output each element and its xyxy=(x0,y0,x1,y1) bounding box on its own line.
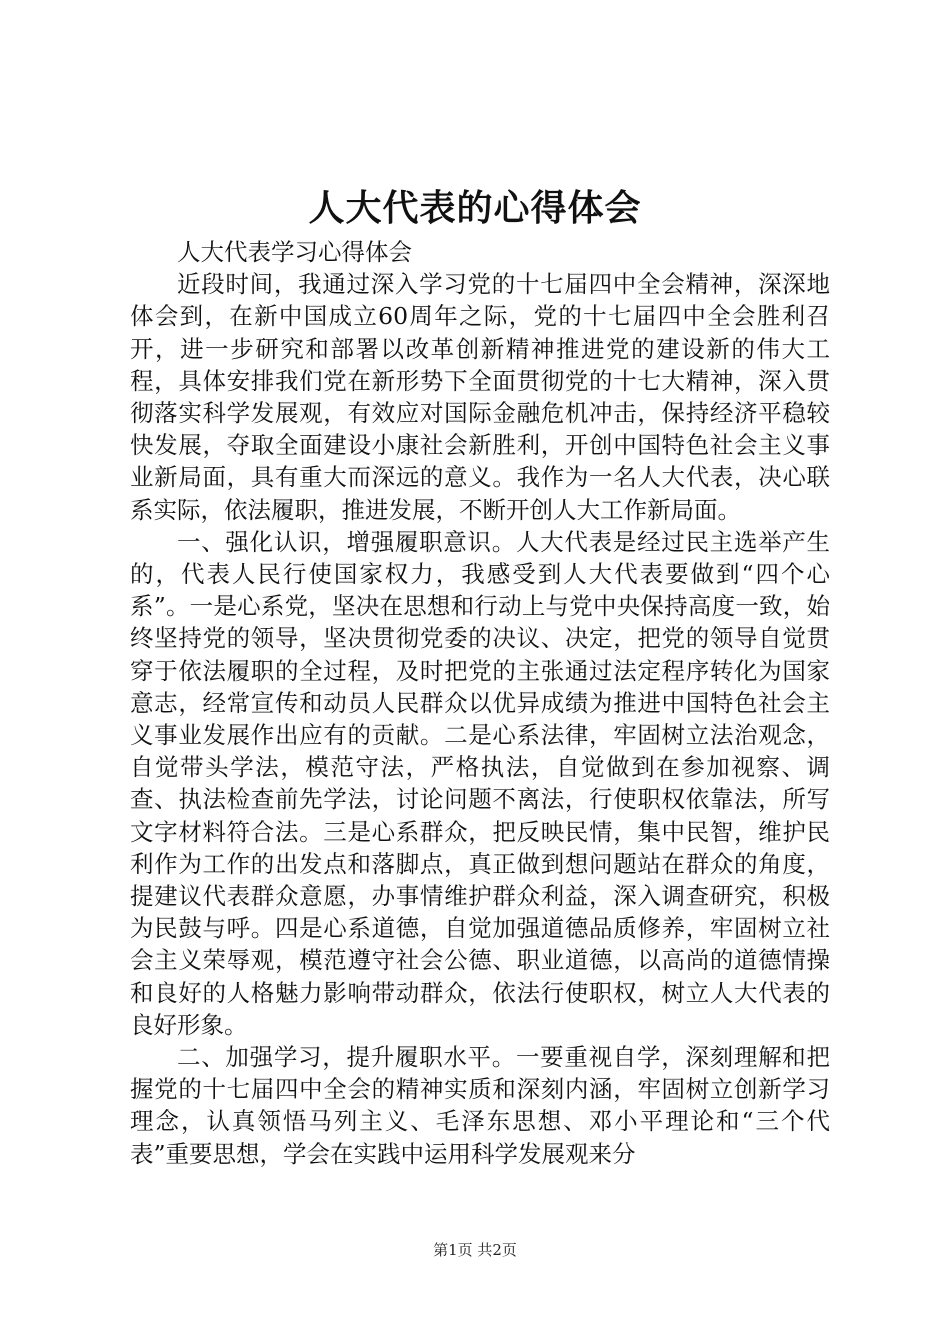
section-two-paragraph: 二、加强学习，提升履职水平。一要重视自学，深刻理解和把握党的十七届四中全会的精神实质和深刻内涵，牢固树立创新学习理念，认真领悟马列主义、毛泽东思想、邓小平理论和“三个代表”重要思想，学会在实践中运用科学发展观来分 xyxy=(130,1043,830,1168)
page-footer: 第1页 共2页 xyxy=(433,1241,517,1259)
intro-paragraph: 近段时间，我通过深入学习党的十七届四中全会精神，深深地体会到，在新中国成立60周年之际，党的十七届四中全会胜利召开，进一步研究和部署以改革创新精神推进党的建设新的伟大工程，具体安排我们党在新形势下全面贯彻党的十七大精神，深入贯彻落实科学发展观，有效应对国际金融危机冲击，保持经济平稳较快发展，夺取全面建设小康社会新胜利，开创中国特色社会主义事业新局面，具有重大而深远的意义。我作为一名人大代表，决心联系实际，依法履职，推进发展，不断开创人大工作新局面。 xyxy=(130,270,830,524)
document-body xyxy=(130,236,830,1170)
subtitle-paragraph: 人大代表学习心得体会 xyxy=(177,238,412,266)
section-one-paragraph: 一、强化认识，增强履职意识。人大代表是经过民主选举产生的，代表人民行使国家权力，我感受到人大代表要做到“四个心系”。一是心系党，坚决在思想和行动上与党中央保持高度一致，始终坚持党的领导，坚决贯彻党委的决议、决定，把党的领导自觉贯穿于依法履职的全过程，及时把党的主张通过法定程序转化为国家意志，经常宣传和动员人民群众以优异成绩为推进中国特色社会主义事业发展作出应有的贡献。二是心系法律，牢固树立法治观念，自觉带头学法，模范守法，严格执法，自觉做到在参加视察、调查、执法检查前先学法，讨论问题不离法，行使职权依靠法，所写文字材料符合法。三是心系群众，把反映民情，集中民智，维护民利作为工作的出发点和落脚点，真正做到想问题站在群众的角度，提建议代表群众意愿，办事情维护群众利益，深入调查研究，积极为民鼓与呼。四是心系道德，自觉加强道德品质修养，牢固树立社会主义荣辱观，模范遵守社会公德、职业道德，以高尚的道德情操和良好的人格魅力影响带动群众，依法行使职权，树立人大代表的良好形象。 xyxy=(130,527,830,1039)
document-title: 人大代表的心得体会 xyxy=(308,187,642,229)
